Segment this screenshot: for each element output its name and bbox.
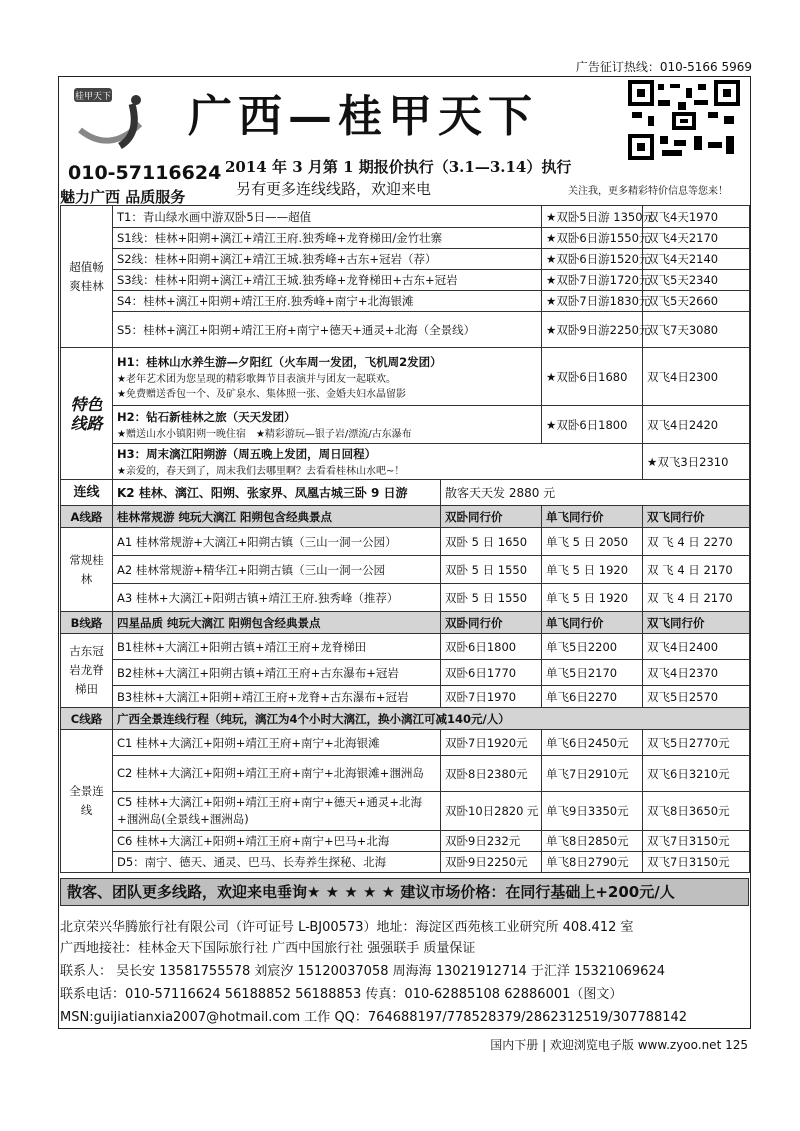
price-cell: 双飞4日2300	[643, 348, 750, 406]
table-row	[61, 612, 750, 634]
table-row	[61, 660, 750, 686]
table-row	[61, 584, 750, 612]
route-cell: A3 桂林+大漓江+阳朔古镇+靖江王府.独秀峰（推荐）	[113, 584, 441, 612]
route-cell: C6 桂林+大漓江+阳朔+靖江王府+南宁+巴马+北海	[113, 831, 441, 852]
table-row	[61, 206, 750, 228]
logo-icon	[70, 84, 180, 156]
price-cell: 双飞5天2340	[643, 270, 750, 291]
route-cell: S2线：桂林+阳朔+漓江+靖江王城.独秀峰+古东+冠岩（荐）	[113, 249, 542, 270]
route-cell: T1：青山绿水画中游双卧5日——超值	[113, 206, 542, 228]
price-cell: 双卧10日2820 元	[441, 792, 542, 831]
table-row	[61, 730, 750, 756]
price-cell: 单飞8日2790元	[542, 852, 643, 873]
price-cell: 单飞 5 日 2050	[542, 528, 643, 556]
category-cell: 古东冠岩龙脊梯田	[61, 634, 113, 708]
route-note: ★亲爱的，春天到了，周末我们去哪里啊？去看看桂林山水吧~！	[117, 466, 405, 477]
category-cell: 全景连线	[61, 730, 113, 873]
route-cell: C5 桂林+大漓江+阳朔+靖江王府+南宁+德天+通灵+北海+涠洲岛(全景线+涠洲岛)	[113, 792, 441, 831]
ad-hotline: 广告征订热线：010-5166 5969	[575, 60, 752, 74]
price-cell: 双飞7日3150元	[643, 831, 750, 852]
price-cell: ★双飞3日2310	[643, 444, 750, 480]
price-cell: 单飞8日2850元	[542, 831, 643, 852]
price-cell: 双卧9日2250元	[441, 852, 542, 873]
route-cell: S4：桂林+漓江+阳朔+靖江王府.独秀峰+南宁+北海银滩	[113, 291, 542, 312]
route-cell: S3线：桂林+阳朔+漓江+靖江王城.独秀峰+龙脊梯田+古东+冠岩	[113, 270, 542, 291]
price-cell: 单飞 5 日 1920	[542, 556, 643, 584]
price-cell: 双卧7日1920元	[441, 730, 542, 756]
price-cell: 双飞4天2170	[643, 228, 750, 249]
price-cell: 双飞4日2370	[643, 660, 750, 686]
table-row	[61, 312, 750, 348]
column-header: 双飞同行价	[643, 612, 750, 634]
price-cell: 双卧 5 日 1550	[441, 584, 542, 612]
more-routes-note: 另有更多连线线路，欢迎来电	[236, 180, 432, 198]
table-row	[61, 556, 750, 584]
price-cell: 单飞6日2450元	[542, 730, 643, 756]
qr-code	[628, 80, 740, 160]
price-cell: 双卧 5 日 1550	[441, 556, 542, 584]
route-title: H3：周末漓江阳朔游（周五晚上发团，周日回程）	[117, 447, 377, 461]
table-row	[61, 480, 750, 506]
price-cell: 双飞4日2420	[643, 406, 750, 444]
price-cell: 双 飞 4 日 2270	[643, 528, 750, 556]
route-cell: C1 桂林+大漓江+阳朔+靖江王府+南宁+北海银滩	[113, 730, 441, 756]
follow-note: 关注我，更多精彩特价信息等您来！	[568, 186, 728, 197]
route-note: ★免费赠送香包一个、及矿泉水、集体照一张、金婚夫妇水晶留影	[117, 388, 406, 400]
price-cell: 单飞6日2270	[542, 686, 643, 708]
price-cell: ★双卧6日1800	[542, 406, 643, 444]
column-header: 双飞同行价	[643, 506, 750, 528]
route-title: H2：钻石新桂林之旅（天天发团）	[117, 410, 296, 424]
category-cell: 常规桂林	[61, 528, 113, 612]
price-cell: 双 飞 4 日 2170	[643, 584, 750, 612]
table-row	[61, 831, 750, 852]
price-cell: 双卧 5 日 1650	[441, 528, 542, 556]
table-row	[61, 708, 750, 730]
partner-info: 广西地接社：桂林金天下国际旅行社 广西中国旅行社 强强联手 质量保证	[60, 941, 476, 956]
route-cell: D5：南宁、德天、通灵、巴马、长寿养生探秘、北海	[113, 852, 441, 873]
route-cell: K2 桂林、漓江、阳朔、张家界、凤凰古城三卧 9 日游	[113, 480, 441, 506]
price-cell: 双卧6日1770	[441, 660, 542, 686]
table-row	[61, 406, 750, 444]
route-cell: A1 桂林常规游+大漓江+阳朔古镇（三山一洞一公园）	[113, 528, 441, 556]
price-cell: 双卧8日2380元	[441, 756, 542, 792]
line-title: 桂林常规游 纯玩大漓江 阳朔包含经典景点	[113, 506, 441, 528]
slogan: 魅力广西 品质服务	[60, 188, 186, 206]
column-header: 单飞同行价	[542, 612, 643, 634]
route-cell	[113, 444, 643, 480]
table-row	[61, 686, 750, 708]
line-title: 四星品质 纯玩大漓江 阳朔包含经典景点	[113, 612, 441, 634]
line-label: B线路	[61, 612, 113, 634]
column-header: 双卧同行价	[441, 612, 542, 634]
connect-label: 连线	[61, 480, 113, 506]
category-cell: 超值畅爽桂林	[61, 206, 113, 348]
table-row	[61, 852, 750, 873]
page-footer: 国内下册 | 欢迎浏览电子版 www.zyoo.net 125	[490, 1038, 748, 1052]
price-cell: ★双卧7日游1830元	[542, 291, 643, 312]
price-cell: 双飞6日3210元	[643, 756, 750, 792]
line-title: 广西全景连线行程（纯玩，漓江为4个小时大漓江，换小漓江可减140元/人）	[113, 708, 750, 730]
price-cell: 双飞7日3150元	[643, 852, 750, 873]
company-logo	[70, 84, 180, 156]
table-row	[61, 634, 750, 660]
price-cell: 双卧7日1970	[441, 686, 542, 708]
price-cell: 双飞5日2770元	[643, 730, 750, 756]
table-row	[61, 249, 750, 270]
contact-phones: 联系电话：010-57116624 56188852 56188853 传真：010-62885108 62886001（图文）	[60, 987, 623, 1002]
price-cell: 双飞4天1970	[643, 206, 750, 228]
price-cell: 双飞4天2140	[643, 249, 750, 270]
price-cell: 双卧9日232元	[441, 831, 542, 852]
price-cell: ★双卧5日游 1350元	[542, 206, 643, 228]
route-cell: S1线：桂林+阳朔+漓江+靖江王府.独秀峰+龙脊梯田/金竹壮寨	[113, 228, 542, 249]
line-label: C线路	[61, 708, 113, 730]
price-cell: 双飞4日2400	[643, 634, 750, 660]
price-cell: ★双卧6日游1520元	[542, 249, 643, 270]
price-cell: 散客天天发 2880 元	[441, 480, 750, 506]
route-cell	[113, 406, 542, 444]
table-row	[61, 270, 750, 291]
route-note: ★精彩游玩—银子岩/漂流/古东瀑布	[255, 429, 412, 440]
table-row	[61, 291, 750, 312]
price-cell: 双飞5日2570	[643, 686, 750, 708]
table-row	[61, 348, 750, 406]
contact-persons: 联系人： 吴长安 13581755578 刘宸汐 15120037058 周海海 13021912714 于汇洋 15321069624	[60, 964, 665, 979]
price-cell: 单飞5日2200	[542, 634, 643, 660]
price-cell: 双飞8日3650元	[643, 792, 750, 831]
table-row	[61, 444, 750, 480]
price-cell: ★双卧6日游1550元	[542, 228, 643, 249]
line-label: A线路	[61, 506, 113, 528]
price-cell: 双卧6日1800	[441, 634, 542, 660]
price-cell: ★双卧6日1680	[542, 348, 643, 406]
table-row	[61, 756, 750, 792]
route-cell: B3桂林+大漓江+阳朔+靖江王府+龙脊+古东瀑布+冠岩	[113, 686, 441, 708]
category-cell: 特色线路	[61, 348, 113, 480]
route-note: ★老年艺术团为您呈现的精彩歌舞节目表演并与团友一起联欢。	[117, 373, 396, 385]
table-row	[61, 228, 750, 249]
price-cell: 双飞5天2660	[643, 291, 750, 312]
table-row	[61, 506, 750, 528]
route-cell: C2 桂林+大漓江+阳朔+靖江王府+南宁+北海银滩+涠洲岛	[113, 756, 441, 792]
price-cell: ★双卧9日游2250元	[542, 312, 643, 348]
qr-code-icon	[628, 80, 740, 160]
logo-text: 桂甲天下	[74, 92, 112, 102]
agency-info: 北京荣兴华腾旅行社有限公司（许可证号 L-BJ00573）地址：海淀区西苑核工业研究所 408.412 室	[60, 920, 634, 935]
column-header: 单飞同行价	[542, 506, 643, 528]
column-header: 双卧同行价	[441, 506, 542, 528]
route-title: H1：桂林山水养生游—夕阳红（火车周一发团，飞机周2发团）	[117, 354, 442, 369]
route-cell: S5：桂林+漓江+阳朔+靖江王府+南宁+德天+通灵+北海（全景线）	[113, 312, 542, 348]
price-cell: ★双卧7日游1720元	[542, 270, 643, 291]
price-period: 2014 年 3 月第 1 期报价执行（3.1—3.14）执行	[225, 158, 572, 176]
route-cell	[113, 348, 542, 406]
price-cell: 单飞9日3350元	[542, 792, 643, 831]
price-table	[60, 205, 750, 873]
page-title: 广西—桂甲天下	[188, 91, 538, 142]
msn-qq-info: MSN:guijiatianxia2007@hotmail.com 工作 QQ：764688197/778528379/2862312519/307788142	[60, 1010, 688, 1025]
contact-banner: 散客、团队更多线路，欢迎来电垂询★ ★ ★ ★ ★ 建议市场价格：在同行基础上+200元/人	[60, 878, 749, 906]
price-cell: 单飞7日2910元	[542, 756, 643, 792]
route-cell: A2 桂林常规游+精华江+阳朔古镇（三山一洞一公园	[113, 556, 441, 584]
route-cell: B2桂林+大漓江+阳朔古镇+靖江王府+古东瀑布+冠岩	[113, 660, 441, 686]
price-cell: 单飞5日2170	[542, 660, 643, 686]
route-cell: B1桂林+大漓江+阳朔古镇+靖江王府+龙脊梯田	[113, 634, 441, 660]
route-note: ★赠送山水小镇阳朔一晚住宿	[117, 429, 246, 440]
price-cell: 双 飞 4 日 2170	[643, 556, 750, 584]
price-cell: 单飞 5 日 1920	[542, 584, 643, 612]
table-row	[61, 528, 750, 556]
price-cell: 双飞7天3080	[643, 312, 750, 348]
table-row	[61, 792, 750, 831]
hotline-phone: 010-57116624	[68, 162, 222, 184]
